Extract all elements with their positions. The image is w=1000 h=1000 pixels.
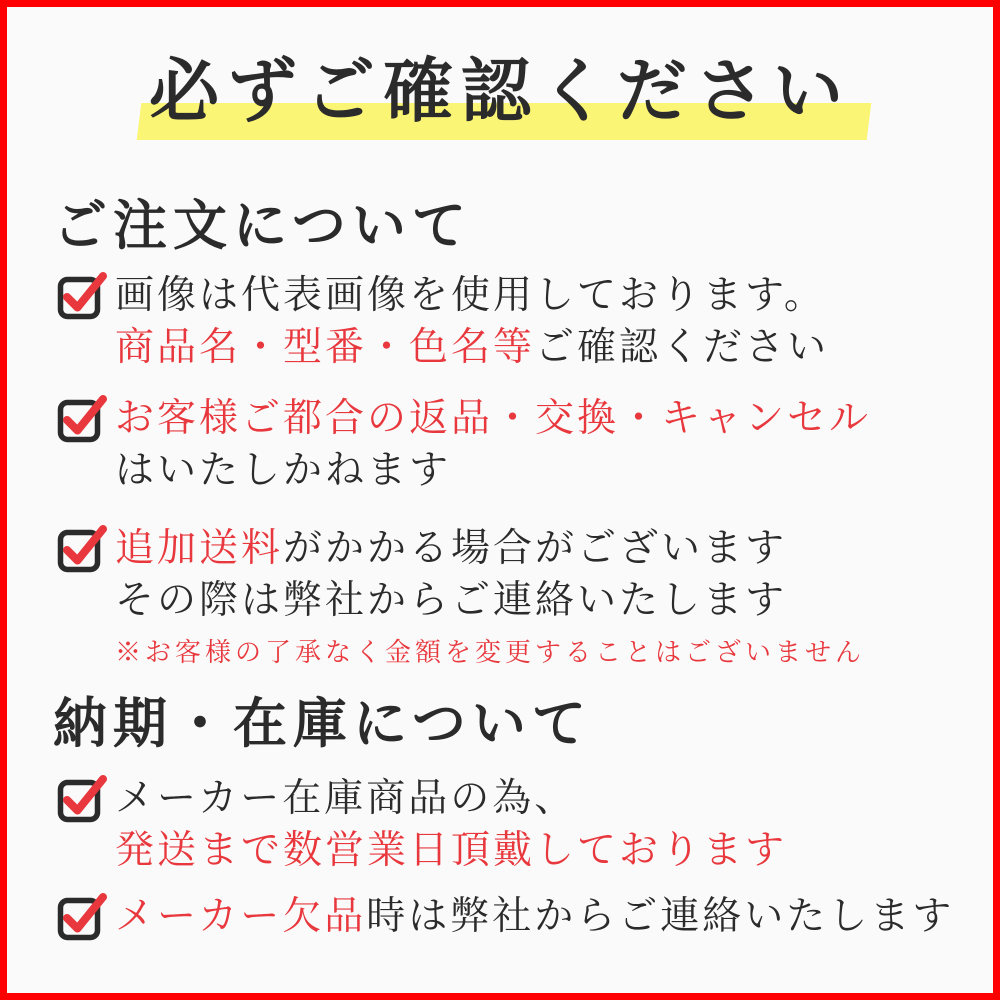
text-segment: お客様ご都合の返品・交換・キャンセル bbox=[115, 396, 872, 441]
checklist-item bbox=[57, 773, 973, 877]
text-segment: 商品名・型番・色名等 bbox=[115, 325, 536, 370]
checklist-item bbox=[57, 270, 973, 374]
text-segment: はいたしかねます bbox=[115, 448, 452, 493]
text-segment: メーカー欠品 bbox=[115, 894, 367, 939]
section-heading-orders: ご注文について bbox=[53, 193, 472, 257]
item-line bbox=[115, 270, 829, 322]
item-line bbox=[115, 773, 787, 825]
text-segment: メーカー在庫商品の為、 bbox=[115, 776, 577, 821]
item-line bbox=[115, 825, 787, 877]
checklist-item bbox=[57, 523, 973, 670]
section-heading-delivery-stock: 納期・在庫について bbox=[53, 691, 592, 755]
checkbox-checked-icon bbox=[57, 523, 107, 573]
text-segment: 時は弊社からご連絡いたします bbox=[366, 894, 955, 939]
item-line bbox=[115, 445, 871, 497]
text-segment: がかかる場合がございます bbox=[283, 526, 788, 571]
item-line bbox=[115, 575, 865, 627]
item-line bbox=[115, 891, 954, 943]
text-segment: 追加送料 bbox=[115, 526, 284, 571]
text-segment: 画像は代表画像を使用しております。 bbox=[115, 273, 826, 318]
checklist-item bbox=[57, 393, 973, 497]
page-title: 必ずご確認ください bbox=[149, 49, 851, 132]
text-segment: その際は弊社からご連絡いたします bbox=[115, 578, 788, 623]
item-line bbox=[115, 322, 829, 374]
text-segment: ご確認ください bbox=[535, 325, 830, 370]
checklist-item bbox=[57, 891, 973, 943]
checkbox-checked-icon bbox=[57, 773, 107, 823]
title-block bbox=[7, 49, 993, 132]
checkbox-checked-icon bbox=[57, 270, 107, 320]
checkbox-checked-icon bbox=[57, 891, 107, 941]
note-text: ※お客様の了承なく金額を変更することはございません bbox=[115, 638, 866, 668]
checkbox-checked-icon bbox=[57, 393, 107, 443]
text-segment: 発送まで数営業日頂戴しております bbox=[115, 828, 788, 873]
item-line bbox=[115, 523, 865, 575]
item-line bbox=[115, 393, 871, 445]
